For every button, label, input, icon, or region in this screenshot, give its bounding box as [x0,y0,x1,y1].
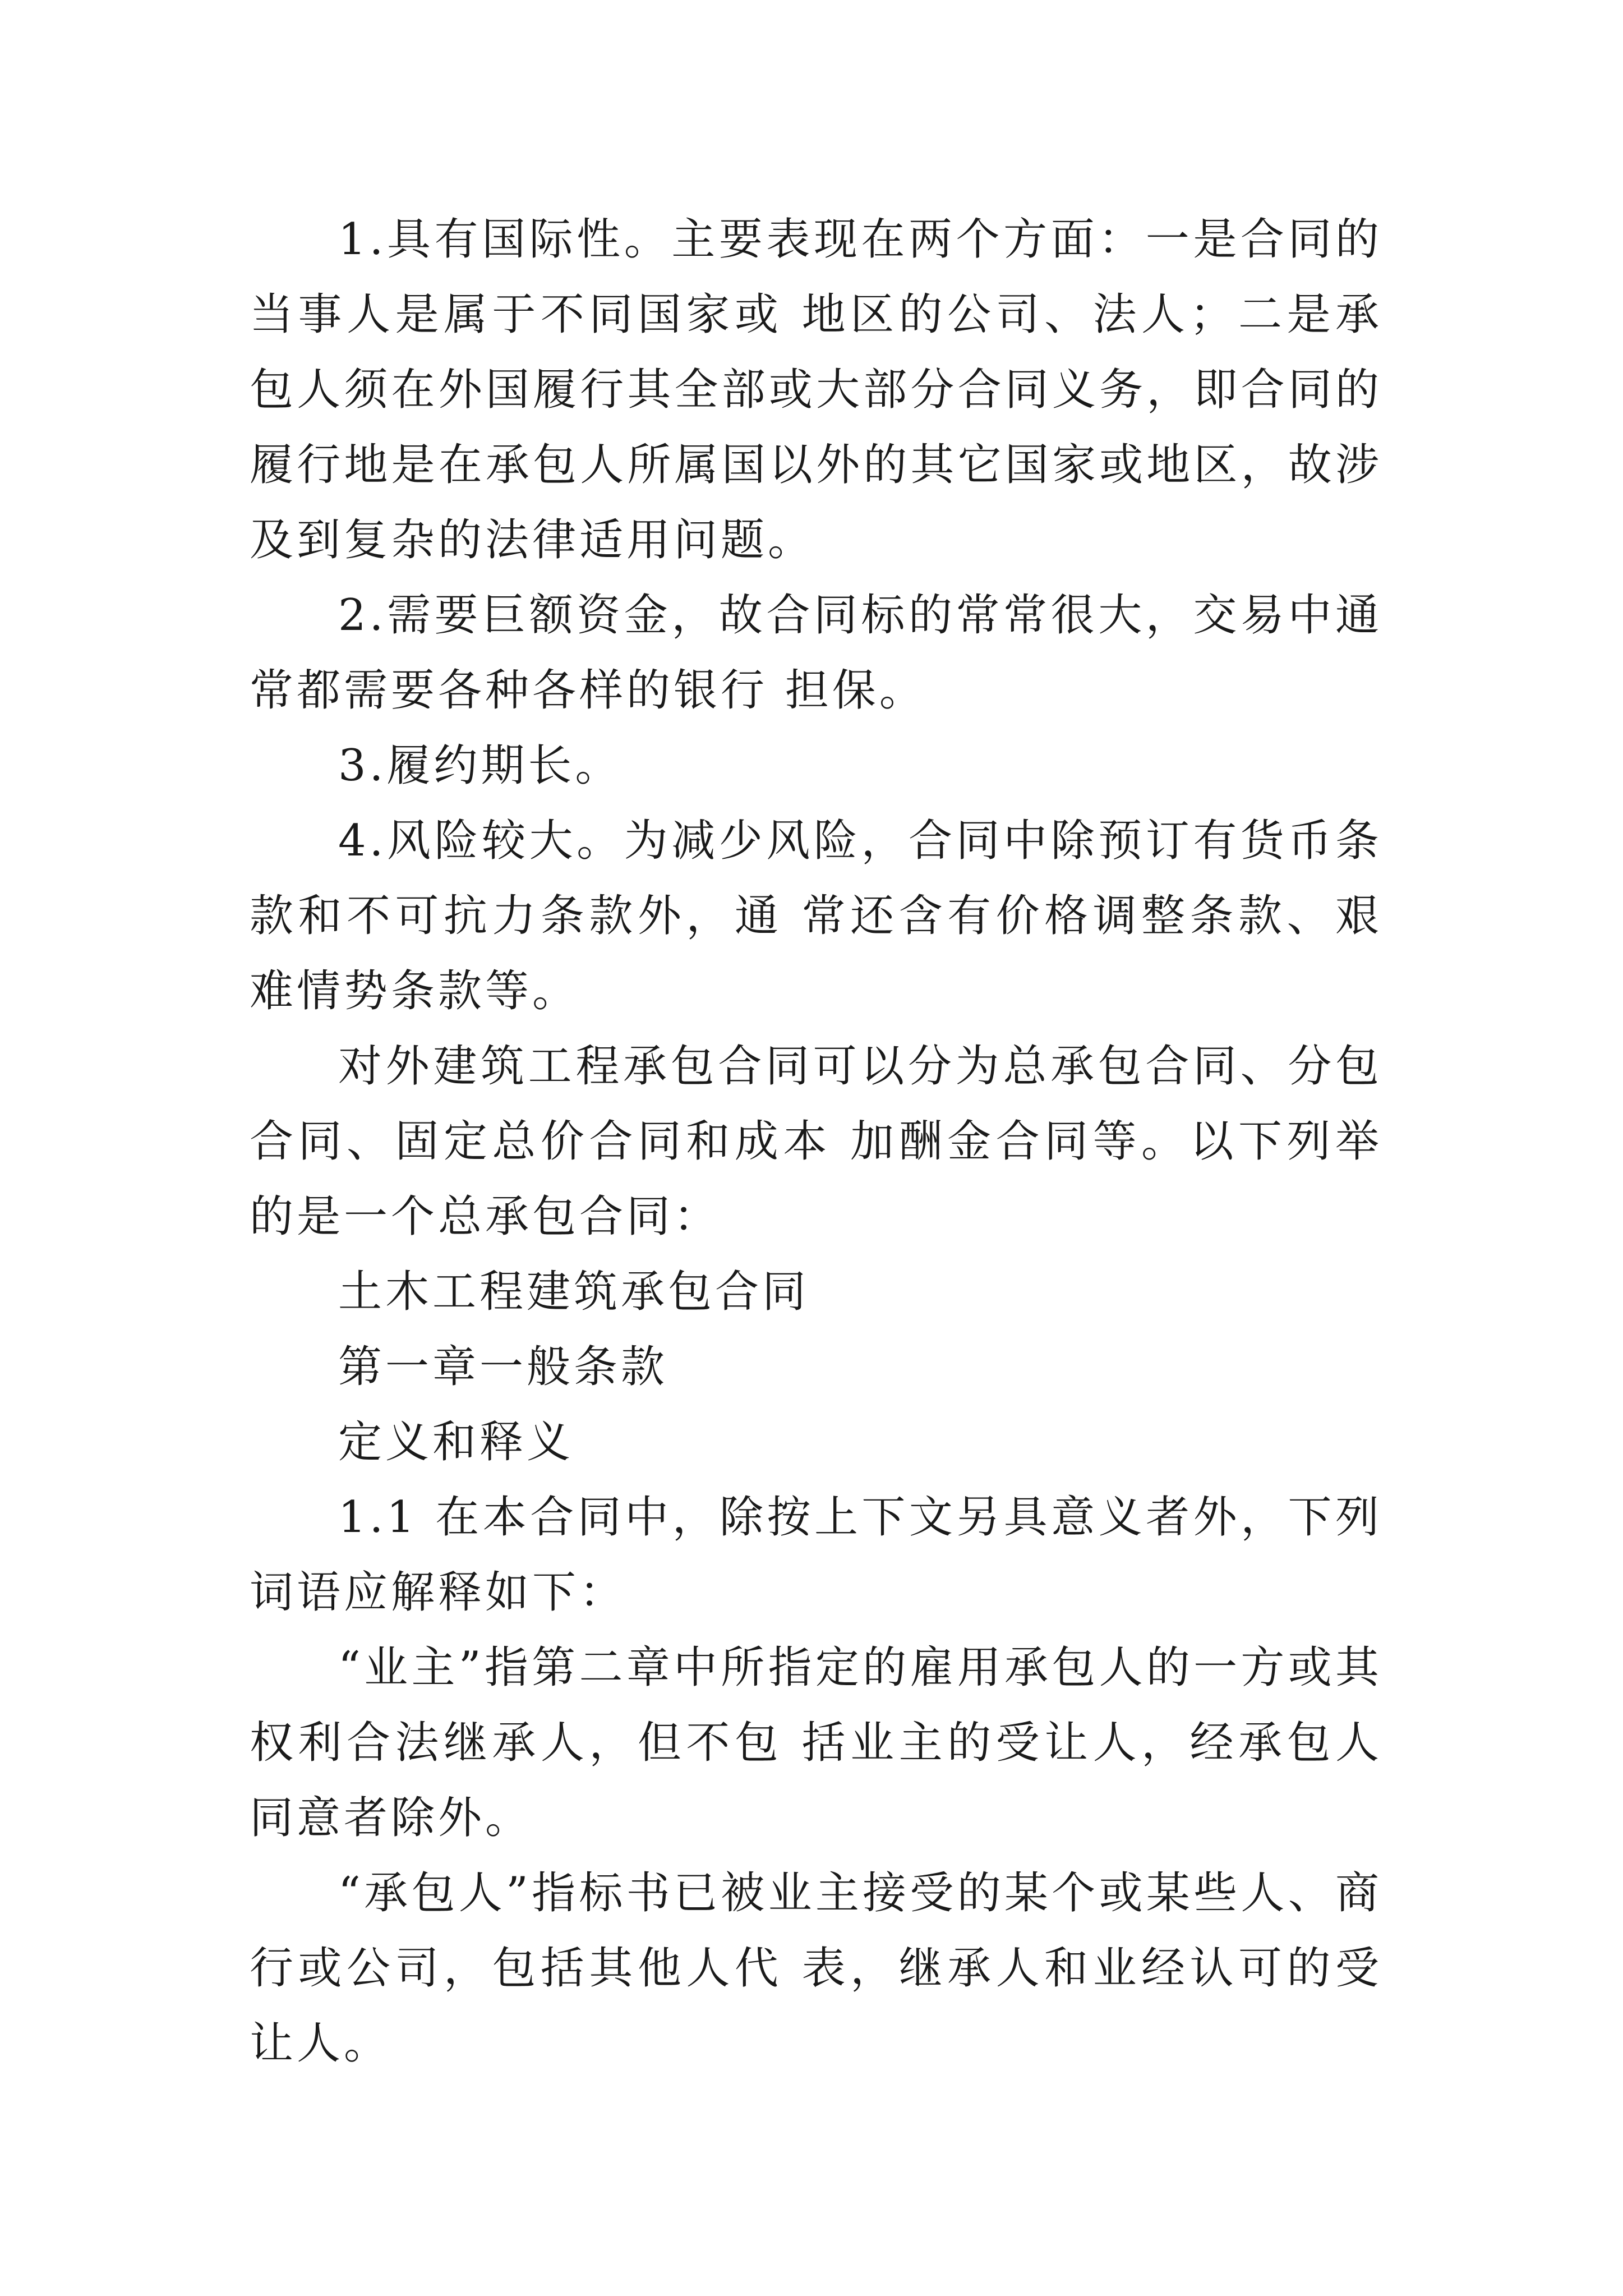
paragraph-international-nature: 1.具有国际性。主要表现在两个方面：一是合同的当事人是属于不同国家或 地区的公司、法人；二是承包人须在外国履行其全部或大部分合同义务，即合同的 履行地是在承包人所属国以外的其它国家或地区，故涉及到复杂的法律适用问题。 [250,214,1382,565]
document-body [250,202,1382,2081]
paragraph-long-term: 3.履约期长。 [338,740,623,791]
chapter-heading: 第一章一般条款 [338,1342,668,1392]
definition-owner: “业主”指第二章中所指定的雇用承包人的一方或其权利合法继承人，但不包 括业主的受让人，经承包人同意者除外。 [250,1642,1382,1843]
paragraph-high-risk: 4.风险较大。为减少风险，合同中除预订有货币条款和不可抗力条款外，通 常还含有价格调整条款、艰难情势条款等。 [250,816,1382,1016]
clause-1-1: 1.1 在本合同中，除按上下文另具意义者外，下列词语应解释如下： [250,1492,1382,1618]
paragraph-contract-types: 对外建筑工程承包合同可以分为总承包合同、分包合同、固定总价合同和成本 加酬金合同等。以下列举的是一个总承包合同： [250,1041,1382,1242]
contract-title: 土木工程建筑承包合同 [338,1267,810,1317]
definition-contractor: “承包人”指标书已被业主接受的某个或某些人、商行或公司，包括其他人代 表，继承人和业经认可的受让人。 [250,1868,1382,2069]
section-heading: 定义和释义 [338,1417,574,1467]
paragraph-huge-funds: 2.需要巨额资金，故合同标的常常很大，交易中通常都需要各种各样的银行 担保。 [250,590,1382,716]
